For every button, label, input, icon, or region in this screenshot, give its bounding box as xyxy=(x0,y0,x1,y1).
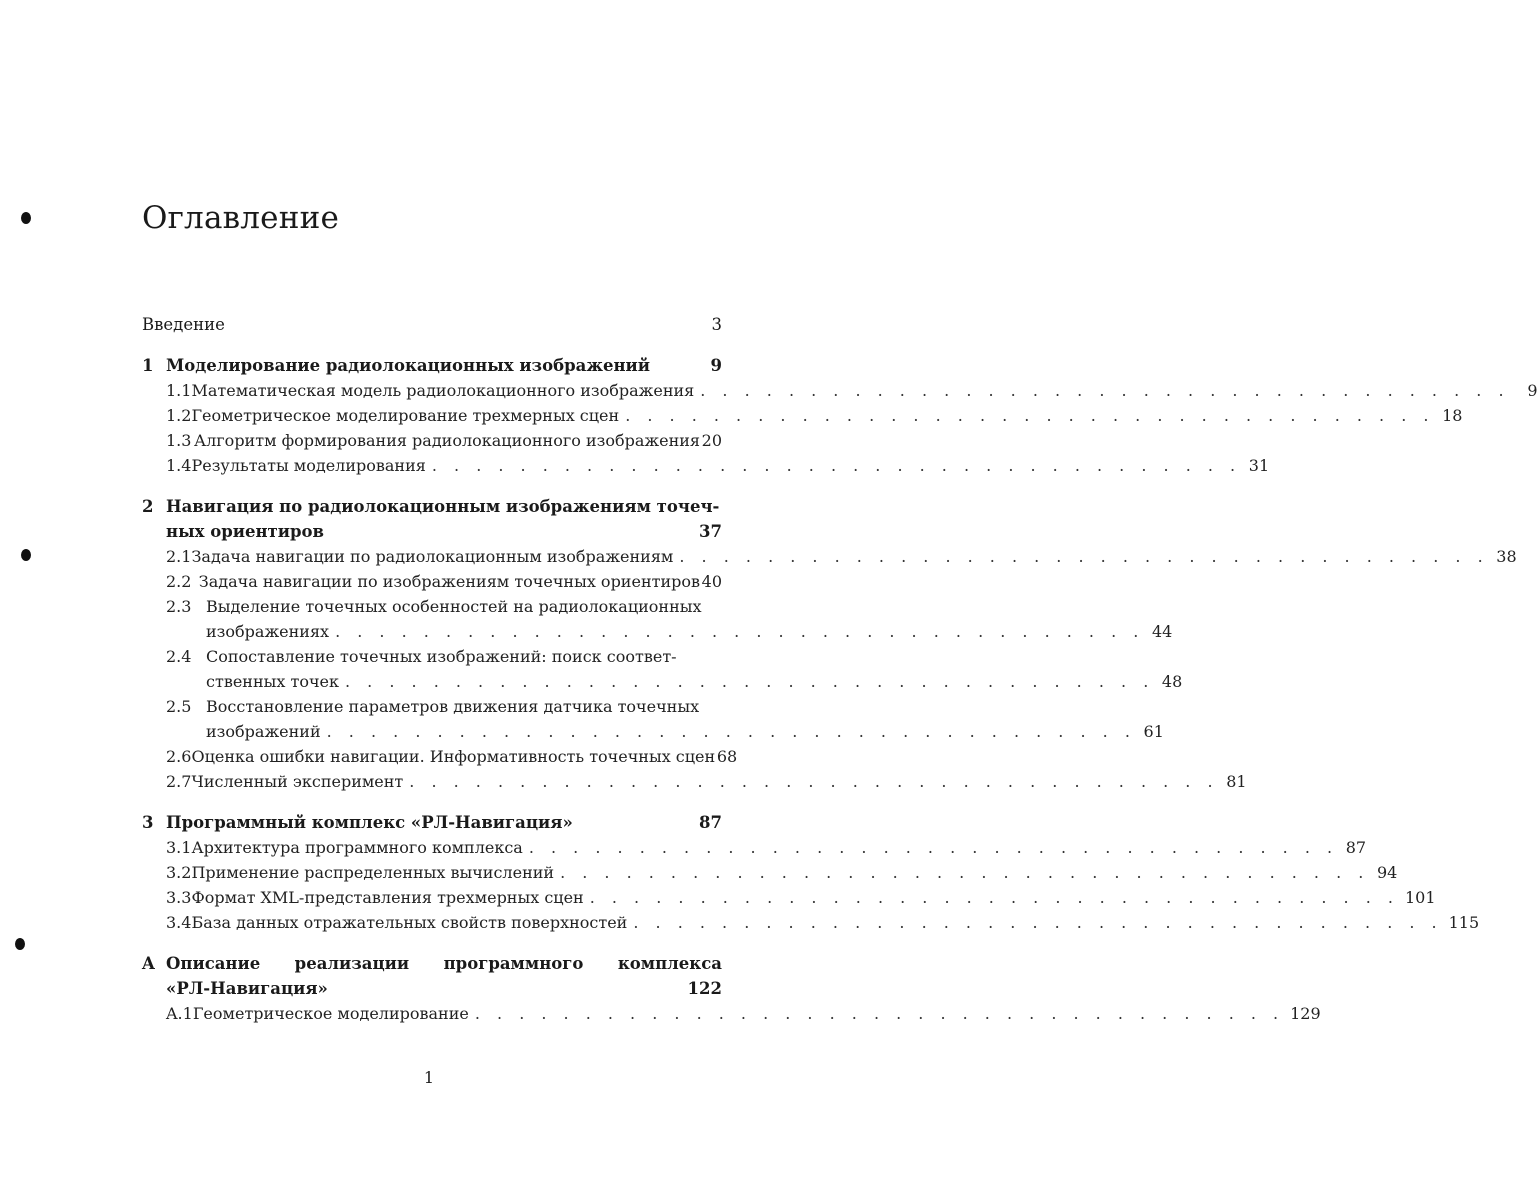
leader-dots: . . . . . . . . . . . . . . . . . . . . . . . . . . . . . . . . . . . . . xyxy=(700,381,1510,400)
section-title: Формат XML-представления трехмерных сцен xyxy=(191,888,584,907)
section-page: 61 xyxy=(1143,722,1164,741)
section-page: 94 xyxy=(1376,863,1398,882)
section-number: 2.4 xyxy=(166,647,192,666)
toc-chapter-2[interactable] xyxy=(142,494,722,519)
toc-section-1-2[interactable] xyxy=(142,403,1463,428)
section-number: 2.5 xyxy=(166,697,192,716)
title-word: реализации xyxy=(294,954,410,973)
section-number: 1.2 xyxy=(166,406,192,425)
leader-dots: . . . . . . . . . . . . . . . . . . . . . . . . . . . . . . . . . . . . . xyxy=(625,406,1435,425)
leader-dots: . . . . . . . . . . . . . . . . . . . . . . . . . . . . . . . . . . . . . xyxy=(589,888,1399,907)
toc-section-2-6[interactable] xyxy=(142,744,738,769)
toc-section-2-4-cont[interactable] xyxy=(142,669,1183,694)
chapter-number: 3 xyxy=(142,813,154,832)
section-number: 3.4 xyxy=(166,913,192,932)
leader-dots: . . . . . . . . . . . . . . . . . . . . . . . . . . . . . . . . . . . . . xyxy=(679,547,1489,566)
section-page: 101 xyxy=(1404,888,1436,907)
toc-section-3-4[interactable] xyxy=(142,910,1480,935)
binder-hole-bottom xyxy=(15,938,25,950)
toc-section-2-1[interactable] xyxy=(142,544,1517,569)
toc-section-2-3[interactable] xyxy=(142,594,722,619)
section-page: 31 xyxy=(1248,456,1270,475)
chapter-title-line2: ных ориентиров xyxy=(166,522,325,541)
leader-dots: . . . . . . . . . . . . . . . . . . . . . . . . . . . . . . . . . . . . . xyxy=(409,772,1219,791)
section-page: 115 xyxy=(1448,913,1480,932)
section-page: 9 xyxy=(1527,381,1538,400)
chapter-page: 37 xyxy=(699,522,722,541)
section-number: 1.3 xyxy=(166,431,192,450)
section-number: 1.4 xyxy=(166,456,192,475)
section-title-line1: Выделение точечных особенностей на радиолокационных xyxy=(206,597,702,616)
toc-section-2-5[interactable] xyxy=(142,694,722,719)
section-number: A.1 xyxy=(166,1004,193,1023)
page-title: Оглавление xyxy=(142,200,339,236)
toc-chapter-2-cont[interactable] xyxy=(142,519,722,544)
leader-dots: . . . . . . . . . . . . . . . . . . . . . . . . . . . . . . . . . . . . . xyxy=(326,722,1136,741)
leader-dots: . . . . . . . . . . . . . . . . . . . . . . . . . . . . . . . . . . . . . xyxy=(528,838,1339,857)
leader-dots: . . . . . . . . . . . . . . . . . . . . . . . . . . . . . . . . . . . . . xyxy=(474,1004,1285,1023)
title-word: Описание xyxy=(166,954,261,973)
section-title: Задача навигации по радиолокационным изображениям xyxy=(191,547,674,566)
toc-appendix-a-cont[interactable] xyxy=(142,976,722,1001)
toc-section-3-3[interactable] xyxy=(142,885,1436,910)
leader-dots: . . . . . . . . . . . . . . . . . . . . . . . . . . . . . . . . . . . . . xyxy=(345,672,1155,691)
chapter-page: 122 xyxy=(687,979,722,998)
section-title: Геометрическое моделирование трехмерных сцен xyxy=(191,406,620,425)
chapter-number: 1 xyxy=(142,356,154,375)
section-title: Численный эксперимент xyxy=(191,772,404,791)
leader-dots: . . . . . . . . . . . . . . . . . . . . . . . . . . . . . . . . . . . . . xyxy=(431,456,1242,475)
section-title: Задача навигации по изображениям точечных ориентиров xyxy=(198,572,700,591)
toc-appendix-a[interactable] xyxy=(142,951,722,976)
section-number: 2.7 xyxy=(166,772,192,791)
toc-section-3-1[interactable] xyxy=(142,835,1367,860)
toc-section-2-7[interactable] xyxy=(142,769,1247,794)
toc-section-2-4[interactable] xyxy=(142,644,722,669)
section-number: 3.2 xyxy=(166,863,192,882)
chapter-title: Программный комплекс «РЛ-Навигация» xyxy=(166,813,573,832)
toc-section-3-2[interactable] xyxy=(142,860,1398,885)
title-word: программного xyxy=(443,954,584,973)
section-page: 38 xyxy=(1496,547,1517,566)
leader-dots: . . . . . . . . . . . . . . . . . . . . . . . . . . . . . . . . . . . . . xyxy=(335,622,1145,641)
toc-intro[interactable] xyxy=(142,312,722,337)
section-title-line2: изображений xyxy=(206,722,321,741)
section-page: 18 xyxy=(1442,406,1463,425)
chapter-1 xyxy=(142,353,1538,478)
toc-section-1-3[interactable] xyxy=(142,428,722,453)
chapter-title-line1: Навигация по радиолокационным изображениям точеч- xyxy=(166,497,720,516)
title-word: комплекса xyxy=(617,954,722,973)
section-number: 2.2 xyxy=(166,572,192,591)
toc-section-2-5-cont[interactable] xyxy=(142,719,1164,744)
page-number: 1 xyxy=(423,1068,435,1087)
toc-intro-label: Введение xyxy=(142,315,225,334)
appendix-a xyxy=(142,951,1321,1026)
toc-chapter-3[interactable] xyxy=(142,810,722,835)
section-number: 2.1 xyxy=(166,547,192,566)
toc-intro-page: 3 xyxy=(711,315,722,334)
section-title: Оценка ошибки навигации. Информативность точечных сцен xyxy=(191,747,716,766)
section-page: 40 xyxy=(701,572,722,591)
section-title-line1: Восстановление параметров движения датчика точечных xyxy=(206,697,700,716)
section-title-line2: изображениях xyxy=(206,622,330,641)
section-page: 20 xyxy=(701,431,722,450)
section-title: Алгоритм формирования радиолокационного изображения xyxy=(194,431,700,450)
chapter-3 xyxy=(142,810,1480,935)
toc-section-1-4[interactable] xyxy=(142,453,1270,478)
section-title: База данных отражательных свойств поверхностей xyxy=(191,913,628,932)
section-page: 81 xyxy=(1226,772,1247,791)
section-number: 2.3 xyxy=(166,597,192,616)
leader-dots: . . . . . . . . . . . . . . . . . . . . . . . . . . . . . . . . . . . . . xyxy=(633,913,1443,932)
chapter-page: 87 xyxy=(699,813,722,832)
toc-chapter-1[interactable] xyxy=(142,353,722,378)
chapter-title-line2: «РЛ-Навигация» xyxy=(166,979,328,998)
toc-section-1-1[interactable] xyxy=(142,378,1538,403)
toc-section-2-2[interactable] xyxy=(142,569,722,594)
section-number: 3.3 xyxy=(166,888,192,907)
section-title: Результаты моделирования xyxy=(191,456,426,475)
section-title: Архитектура программного комплекса xyxy=(191,838,523,857)
leader-dots: . . . . . . . . . . . . . . . . . . . . . . . . . . . . . . . . . . . . . xyxy=(560,863,1370,882)
section-title-line2: ственных точек xyxy=(206,672,339,691)
section-number: 3.1 xyxy=(166,838,192,857)
table-of-contents xyxy=(142,312,1538,1042)
binder-hole-middle xyxy=(21,549,31,561)
section-number: 1.1 xyxy=(166,381,192,400)
section-page: 87 xyxy=(1345,838,1367,857)
section-page: 48 xyxy=(1161,672,1183,691)
binder-hole-top xyxy=(21,212,31,224)
chapter-page: 9 xyxy=(710,356,722,375)
section-page: 129 xyxy=(1290,1004,1321,1023)
toc-section-2-3-cont[interactable] xyxy=(142,619,1173,644)
chapter-number: 2 xyxy=(142,497,154,516)
section-title-line1: Сопоставление точечных изображений: поиск соответ- xyxy=(206,647,677,666)
section-title: Применение распределенных вычислений xyxy=(191,863,555,882)
chapter-title: Моделирование радиолокационных изображений xyxy=(166,356,651,375)
section-title: Математическая модель радиолокационного изображения xyxy=(191,381,695,400)
chapter-2 xyxy=(142,494,1517,794)
section-page: 68 xyxy=(716,747,738,766)
section-title: Геометрическое моделирование xyxy=(192,1004,469,1023)
toc-section-a-1[interactable] xyxy=(142,1001,1321,1026)
chapter-title-line1 xyxy=(166,951,722,976)
section-number: 2.6 xyxy=(166,747,192,766)
chapter-number: A xyxy=(142,954,155,973)
section-page: 44 xyxy=(1152,622,1173,641)
